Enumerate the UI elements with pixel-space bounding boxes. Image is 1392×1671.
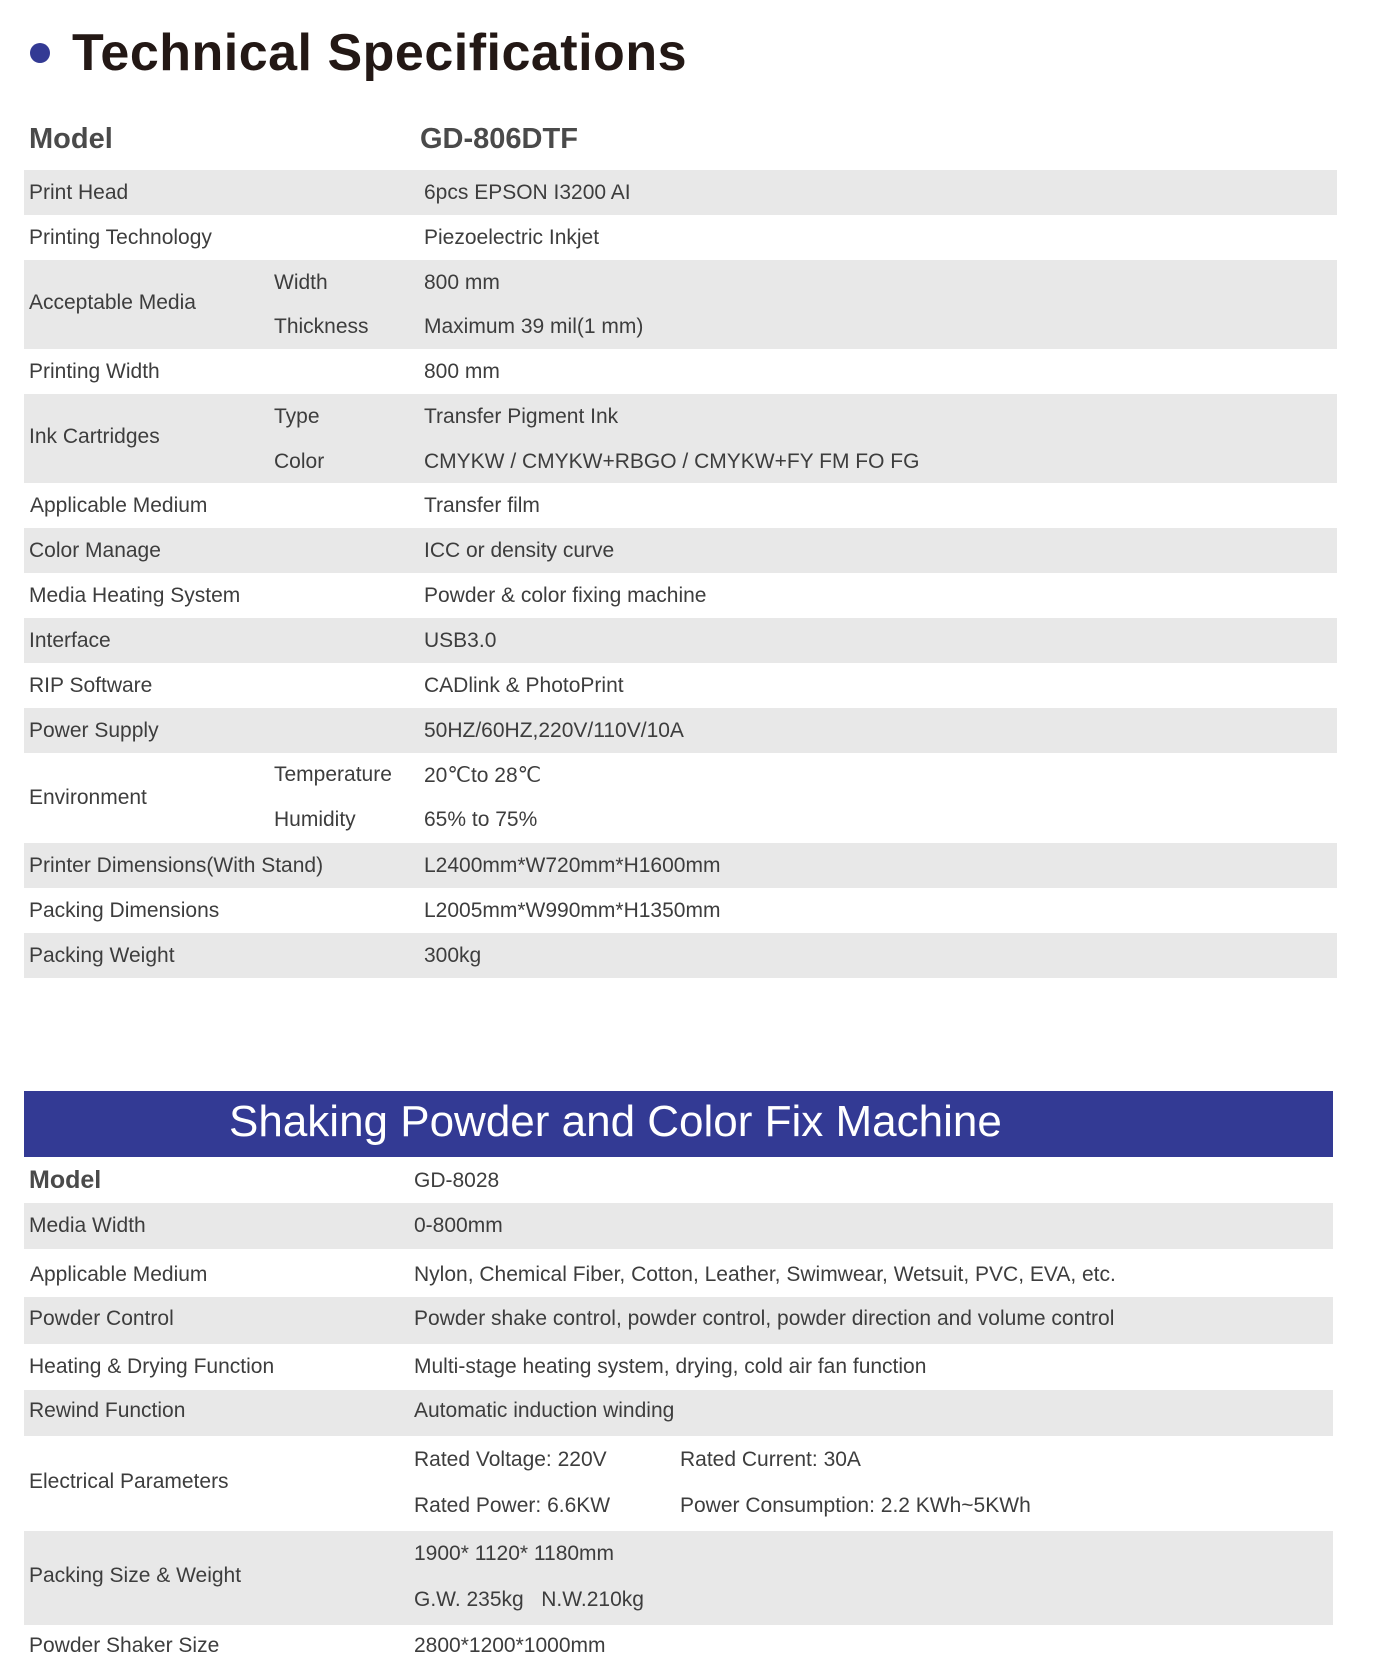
spec-value: ICC or density curve: [424, 539, 615, 562]
spec-value: 2800*1200*1000mm: [414, 1634, 606, 1657]
spec-value: Powder & color fixing machine: [424, 584, 707, 607]
spec-label: Power Supply: [29, 719, 159, 742]
spec-label: Environment: [29, 786, 147, 809]
spec-label: Packing Weight: [29, 944, 175, 967]
model-label: Model: [29, 123, 113, 155]
spec-value: Maximum 39 mil(1 mm): [424, 315, 644, 338]
spec-row-power-supply: [24, 708, 1337, 753]
printer-spec-table: [24, 116, 1337, 978]
model-label: Model: [29, 1166, 102, 1194]
spec-row-heating-drying: [24, 1344, 1333, 1390]
spec-value: Transfer Pigment Ink: [424, 405, 619, 428]
section-banner-title: Shaking Powder and Color Fix Machine: [229, 1097, 1002, 1146]
spec-value: Powder shake control, powder control, powder direction and volume control: [414, 1307, 1115, 1330]
spec-label: Print Head: [29, 181, 129, 204]
printer-model-row: [24, 116, 1337, 170]
page-title: [30, 18, 687, 88]
spec-label: Applicable Medium: [30, 494, 208, 517]
spec-row-printing-technology: [24, 215, 1337, 260]
spec-label: Powder Control: [29, 1307, 174, 1330]
spec-label: Printer Dimensions(With Stand): [29, 854, 324, 877]
model-value: GD-806DTF: [420, 123, 578, 155]
spec-row-ink-cartridges: [24, 394, 1337, 483]
spec-row-electrical: [24, 1436, 1333, 1531]
spec-value: CADlink & PhotoPrint: [424, 674, 624, 697]
spec-value: USB3.0: [424, 629, 497, 652]
spec-row-interface: [24, 618, 1337, 663]
spec-value: Transfer film: [424, 494, 540, 517]
spec-sublabel: Temperature: [274, 763, 392, 786]
spec-row-color-manage: [24, 528, 1337, 573]
spec-label: Packing Dimensions: [29, 899, 220, 922]
shaker-spec-table: [24, 1157, 1333, 1665]
spec-sublabel: Color: [274, 450, 325, 473]
spec-row-packing-dimensions: [24, 888, 1337, 933]
spec-value: 6pcs EPSON I3200 AI: [424, 181, 631, 204]
spec-row-rewind: [24, 1390, 1333, 1436]
spec-value: 0-800mm: [414, 1214, 503, 1237]
spec-row-rip-software: [24, 663, 1337, 708]
spec-value: Automatic induction winding: [414, 1399, 675, 1422]
spec-label: Powder Shaker Size: [29, 1634, 220, 1657]
spec-value: Piezoelectric Inkjet: [424, 226, 600, 249]
spec-value: 300kg: [424, 944, 482, 967]
spec-sublabel: Thickness: [274, 315, 369, 338]
spec-label: Printing Technology: [29, 226, 212, 249]
shaker-model-row: [24, 1157, 1333, 1203]
section-banner: [24, 1091, 1333, 1157]
spec-value: Rated Voltage: 220V: [414, 1448, 607, 1471]
spec-value: L2400mm*W720mm*H1600mm: [424, 854, 721, 877]
spec-value: Multi-stage heating system, drying, cold air fan function: [414, 1355, 927, 1378]
spec-value: G.W. 235kg N.W.210kg: [414, 1588, 644, 1611]
spec-label: Media Width: [29, 1214, 146, 1237]
spec-value: L2005mm*W990mm*H1350mm: [424, 899, 721, 922]
spec-row-environment: [24, 753, 1337, 843]
spec-sublabel: Width: [274, 271, 328, 294]
spec-value: 65% to 75%: [424, 808, 538, 831]
spec-row-media-width: [24, 1203, 1333, 1249]
spec-label: Packing Size & Weight: [29, 1564, 242, 1587]
spec-value: 1900* 1120* 1180mm: [414, 1542, 615, 1565]
spec-value: 800 mm: [424, 271, 500, 294]
spec-label: Electrical Parameters: [29, 1470, 229, 1493]
spec-row-powder-control: [24, 1297, 1333, 1344]
spec-sublabel: Type: [274, 405, 320, 428]
spec-value: Rated Power: 6.6KW: [414, 1494, 611, 1517]
spec-value: Power Consumption: 2.2 KWh~5KWh: [680, 1494, 1031, 1517]
spec-row-applicable-medium-2: [24, 1249, 1333, 1297]
model-value: GD-8028: [414, 1169, 500, 1192]
spec-row-print-head: [24, 170, 1337, 215]
spec-label: RIP Software: [29, 674, 153, 697]
spec-row-packing-size-weight: [24, 1531, 1333, 1625]
bullet-icon: [30, 43, 50, 63]
spec-label: Ink Cartridges: [29, 425, 160, 448]
spec-label: Color Manage: [29, 539, 161, 562]
spec-label: Acceptable Media: [29, 291, 196, 314]
spec-label: Media Heating System: [29, 584, 241, 607]
spec-label: Printing Width: [29, 360, 160, 383]
page-title-text: Technical Specifications: [72, 24, 688, 82]
spec-value: 800 mm: [424, 360, 500, 383]
spec-row-packing-weight: [24, 933, 1337, 978]
spec-label: Rewind Function: [29, 1399, 186, 1422]
spec-row-media-heating: [24, 573, 1337, 618]
spec-row-applicable-medium: [24, 483, 1337, 528]
spec-row-shaker-size: [24, 1625, 1333, 1665]
spec-row-printing-width: [24, 349, 1337, 394]
spec-row-acceptable-media: [24, 260, 1337, 349]
spec-label: Heating & Drying Function: [29, 1355, 275, 1378]
spec-value: CMYKW / CMYKW+RBGO / CMYKW+FY FM FO FG: [424, 450, 920, 473]
spec-sublabel: Humidity: [274, 808, 356, 831]
spec-value: Nylon, Chemical Fiber, Cotton, Leather, Swimwear, Wetsuit, PVC, EVA, etc.: [414, 1263, 1116, 1286]
spec-value: 50HZ/60HZ,220V/110V/10A: [424, 719, 684, 742]
spec-value: 20℃to 28℃: [424, 764, 542, 787]
spec-label: Interface: [29, 629, 111, 652]
spec-row-printer-dimensions: [24, 843, 1337, 888]
spec-label: Applicable Medium: [30, 1263, 208, 1286]
spec-value: Rated Current: 30A: [680, 1448, 861, 1471]
